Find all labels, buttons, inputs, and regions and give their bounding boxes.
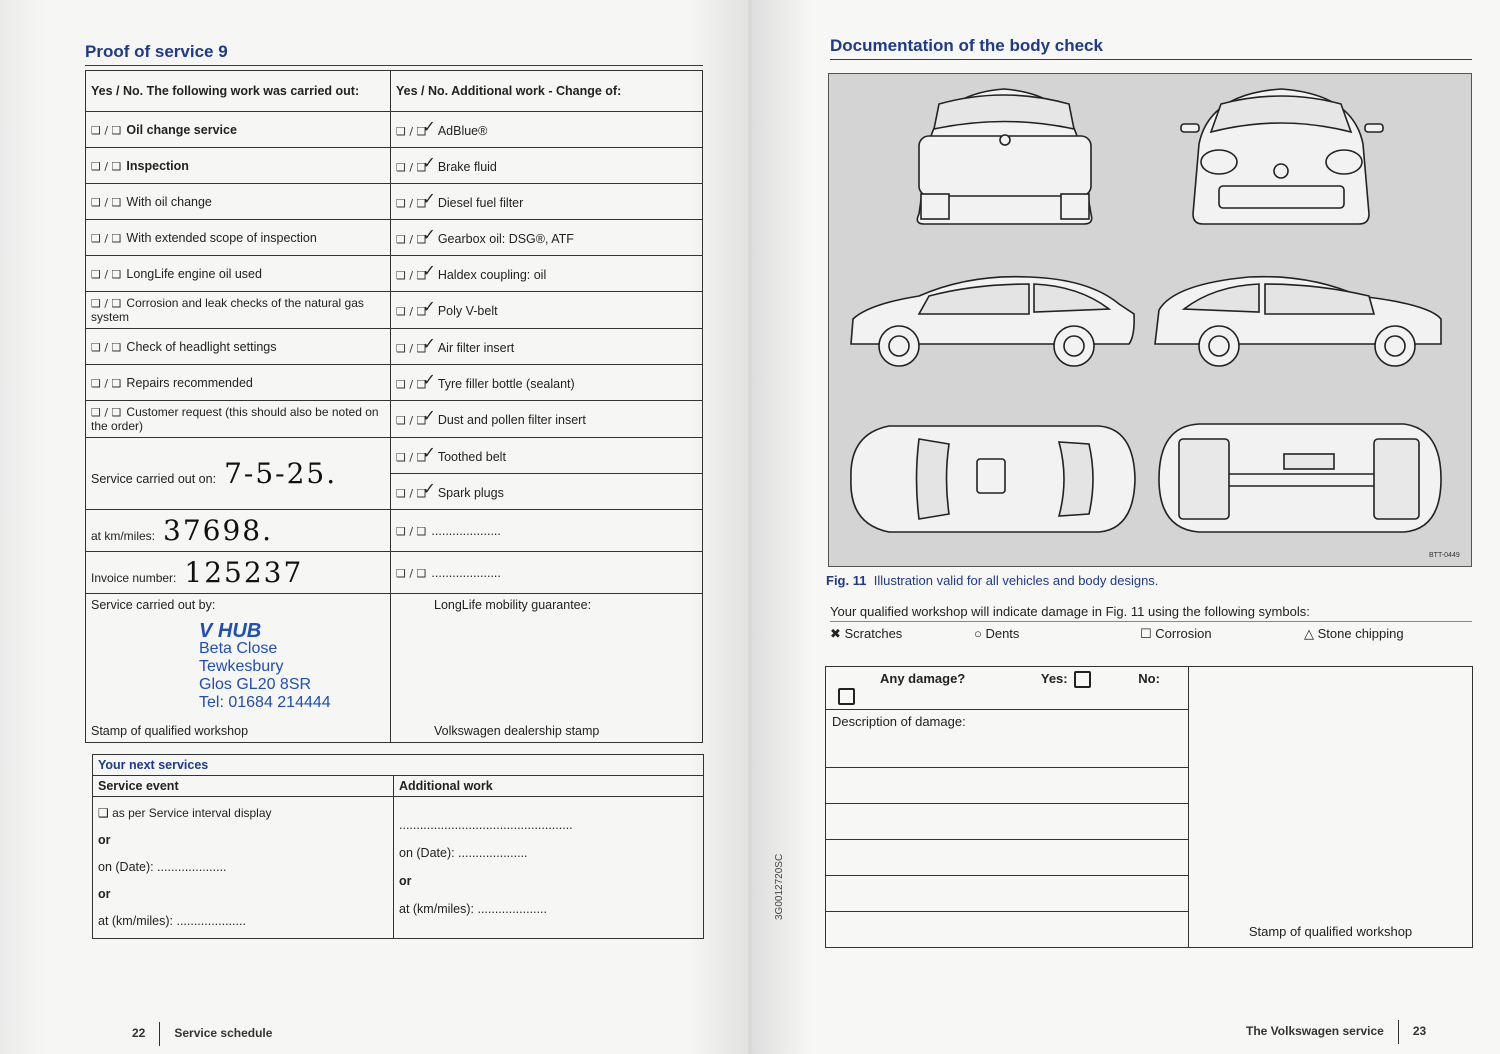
description-line[interactable] xyxy=(826,876,1189,912)
row-gearbox-oil: ❑ / ❑✓ Gearbox oil: DSG®, ATF xyxy=(391,220,703,256)
workshop-stamp-cell: Service carried out by: V HUB Beta Close Tewkesbury Glos GL20 8SR Tel: 01684 214444 Stamp of qualified workshop xyxy=(86,594,391,743)
car-left-side-view xyxy=(851,277,1134,366)
legend-stone-chipping: △ Stone chipping xyxy=(1304,626,1404,641)
description-line[interactable] xyxy=(826,840,1189,876)
row-tyre-filler: ❑ / ❑✓ Tyre filler bottle (sealant) xyxy=(391,365,703,401)
row-with-oil-change: ❑ / ❑ With oil change xyxy=(86,184,391,220)
checkmark-icon: ✓ xyxy=(422,118,436,136)
invoice-cell: Invoice number: 125237 xyxy=(86,552,391,594)
car-right-side-view xyxy=(1155,277,1441,366)
invoice-value[interactable]: 125237 xyxy=(184,556,304,589)
row-brake-fluid: ❑ / ❑✓ Brake fluid xyxy=(391,148,703,184)
next-services-title: Your next services xyxy=(93,755,704,776)
footer-right: The Volkswagen service 23 xyxy=(1246,1020,1426,1044)
vehicle-diagram xyxy=(828,73,1472,567)
figure-caption: Fig. 11 Illustration valid for all vehicles and body designs. xyxy=(826,573,1159,588)
no-checkbox[interactable] xyxy=(838,688,855,705)
left-page xyxy=(0,0,748,1054)
row-adblue: ❑ / ❑✓ AdBlue® xyxy=(391,112,703,148)
km-value[interactable]: 37698. xyxy=(163,514,273,547)
legend-scratches: ✖ Scratches xyxy=(830,626,903,641)
car-underside-view xyxy=(1159,424,1441,532)
additional-work-cell: .................................................. on (Date): .................... or at (km/miles): .................... xyxy=(394,797,704,939)
any-damage-row: Any damage? Yes: No: xyxy=(826,667,1189,710)
checkbox-pair[interactable]: ❑ / ❑ xyxy=(91,123,122,137)
page-title-body-check: Documentation of the body check xyxy=(830,36,1472,60)
row-blank-2: ❑ / ❑ .................... xyxy=(391,552,703,594)
row-haldex: ❑ / ❑✓ Haldex coupling: oil xyxy=(391,256,703,292)
checkmark-icon: ✓ xyxy=(422,226,436,244)
next-services-table xyxy=(92,754,704,939)
legend-intro: Your qualified workshop will indicate damage in Fig. 11 using the following symbols: xyxy=(830,604,1472,622)
checkmark-icon: ✓ xyxy=(422,335,436,353)
row-diesel-filter: ❑ / ❑✓ Diesel fuel filter xyxy=(391,184,703,220)
row-air-filter: ❑ / ❑✓ Air filter insert xyxy=(391,329,703,365)
legend-corrosion: ☐ Corrosion xyxy=(1140,626,1212,641)
checkmark-icon: ✓ xyxy=(422,408,436,425)
checkmark-icon: ✓ xyxy=(422,299,436,316)
car-illustration xyxy=(829,74,1471,566)
checkmark-icon: ✓ xyxy=(422,480,436,498)
checkmark-icon: ✓ xyxy=(422,262,436,280)
page-title-proof-of-service: Proof of service 9 xyxy=(85,42,703,66)
service-table xyxy=(85,70,703,743)
row-headlight: ❑ / ❑ Check of headlight settings xyxy=(86,329,391,365)
workshop-stamp: V HUB Beta Close Tewkesbury Glos GL20 8SR Tel: 01684 214444 xyxy=(199,622,385,712)
row-corrosion-gas: ❑ / ❑ Corrosion and leak checks of the natural gas system xyxy=(86,292,391,329)
vhub-logo: V HUB xyxy=(199,620,262,642)
car-rear-view xyxy=(917,89,1091,224)
checkmark-icon: ✓ xyxy=(422,154,436,172)
service-event-header: Service event xyxy=(93,776,394,797)
row-repairs: ❑ / ❑ Repairs recommended xyxy=(86,365,391,401)
row-toothed-belt: ❑ / ❑✓ Toothed belt xyxy=(391,438,703,474)
footer-left: 22 Service schedule xyxy=(132,1022,272,1046)
description-line[interactable] xyxy=(826,804,1189,840)
legend-dents: ○ Dents xyxy=(974,626,1020,641)
row-inspection: ❑ / ❑ Inspection xyxy=(86,148,391,184)
service-event-cell: ❑ as per Service interval display or on (Date): .................... or at (km/miles): .................... xyxy=(93,797,394,939)
stamp-workshop-cell: Stamp of qualified workshop xyxy=(1189,667,1473,948)
car-front-view xyxy=(1181,89,1383,224)
mobility-cell: LongLife mobility guarantee: Volkswagen dealership stamp xyxy=(391,594,703,743)
yes-checkbox[interactable] xyxy=(1074,671,1091,688)
row-customer-request: ❑ / ❑ Customer request (this should also be noted on the order) xyxy=(86,401,391,438)
row-poly-vbelt: ❑ / ❑✓ Poly V-belt xyxy=(391,292,703,329)
row-longlife-oil: ❑ / ❑ LongLife engine oil used xyxy=(86,256,391,292)
right-page xyxy=(752,0,1500,1054)
checkmark-icon: ✓ xyxy=(422,444,436,462)
damage-table xyxy=(825,666,1473,948)
km-cell: at km/miles: 37698. xyxy=(86,510,391,552)
description-label: Description of damage: xyxy=(826,710,1189,768)
row-pollen-filter: ❑ / ❑✓ Dust and pollen filter insert xyxy=(391,401,703,438)
service-date-value[interactable]: 7-5-25. xyxy=(224,457,338,490)
figure-code: BTT-0449 xyxy=(1429,552,1460,559)
row-blank-1: ❑ / ❑ .................... xyxy=(391,510,703,552)
col-header-work: Yes / No. The following work was carried out: xyxy=(86,71,391,112)
car-top-view xyxy=(851,426,1135,532)
additional-work-header: Additional work xyxy=(394,776,704,797)
side-code: 3G0012720SC xyxy=(774,853,785,920)
col-header-additional: Yes / No. Additional work - Change of: xyxy=(391,71,703,112)
row-oil-change: ❑ / ❑ Oil change service xyxy=(86,112,391,148)
row-spark-plugs: ❑ / ❑✓ Spark plugs xyxy=(391,474,703,510)
description-line[interactable] xyxy=(826,768,1189,804)
description-line[interactable] xyxy=(826,912,1189,948)
checkmark-icon: ✓ xyxy=(422,190,436,208)
service-date-cell: Service carried out on: 7-5-25. xyxy=(86,438,391,510)
row-extended-inspection: ❑ / ❑ With extended scope of inspection xyxy=(86,220,391,256)
checkmark-icon: ✓ xyxy=(422,371,436,389)
